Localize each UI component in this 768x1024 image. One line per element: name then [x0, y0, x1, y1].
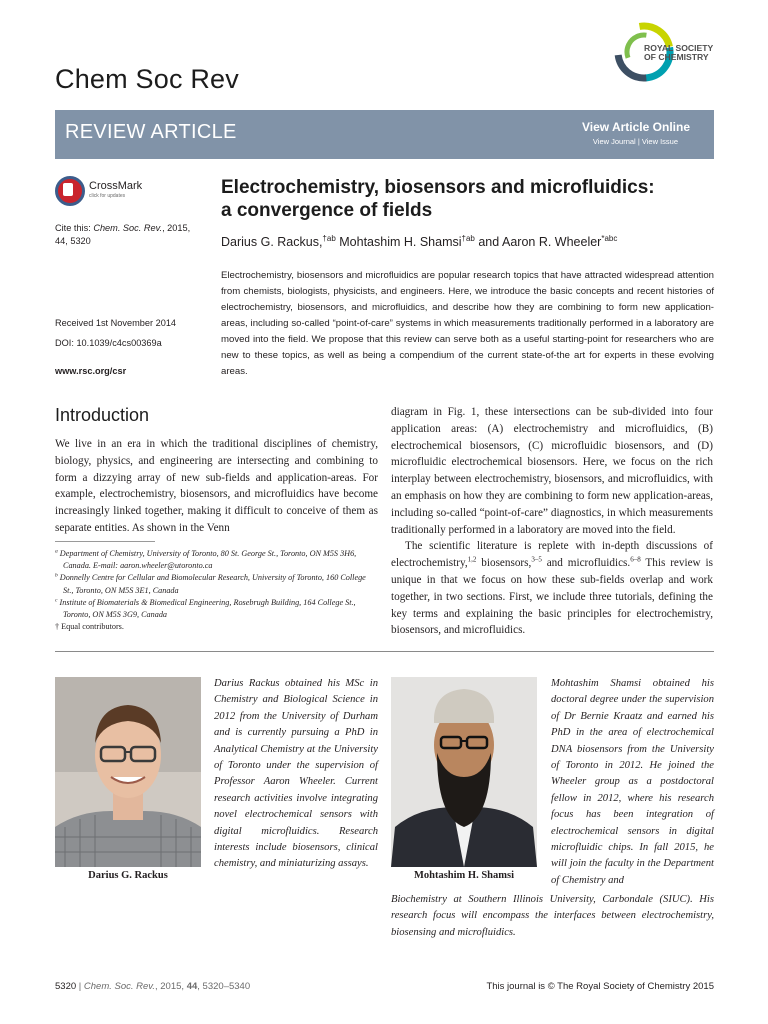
body-paragraph: diagram in Fig. 1, these intersections can be sub-divided into four application areas: (A) electrochemistry and microfluidics, (B) electrochemical biosensors, (C) microfluidic biosensors, and (D) microfluidic electrochemical biosensors. Here, we focus on the rich interplay between electrochemistry, biosensors, and microfluidics, with an emphasis on how they are combining to form new application-areas, including so-called “point-of-care” diagnostics, in which measurements traditionally performed in a laboratory are moved into the field.: [391, 406, 713, 536]
footnote-text: Donnelly Centre for Cellular and Biomolecular Research, University of Toronto, 160 College St., Toronto, ON M5S 3E1, Canada: [57, 573, 366, 595]
author-photo-rackus: [55, 677, 201, 867]
footnotes: [55, 548, 378, 633]
author-name: and Aaron R. Wheeler: [474, 235, 602, 249]
view-journal-link[interactable]: View Journal: [592, 137, 636, 146]
photo-caption: Darius G. Rackus: [88, 870, 168, 881]
citation-info: [55, 222, 195, 248]
footer-pages: , 5320–5340: [197, 981, 251, 992]
reference-mark[interactable]: 6–8: [630, 555, 641, 564]
journal-website-link[interactable]: www.rsc.org/csr: [55, 366, 127, 376]
author-name: Mohtashim H. Shamsi: [335, 235, 462, 249]
footnote-text: Department of Chemistry, University of Toronto, 80 St. George St., Toronto, ON M5S 3H6, Canada. E-mail: aaron.wheeler@utoronto.ca: [57, 549, 357, 571]
author-affiliation-mark: †ab: [322, 233, 336, 243]
footnote-mark: b: [55, 572, 58, 579]
body-paragraph: We live in an era in which the traditional disciplines of chemistry, biology, physics, and engineering are intersecting and combining to form a dizzying array of new sub-fields and application-areas. For example, electrochemistry, biosensors, and microfluidics have become increasingly linked together, making it difficult to conceive of them as separate entities. As shown in the Venn: [55, 438, 378, 534]
photo-caption: Mohtashim H. Shamsi: [413, 870, 515, 881]
footnote-item: [55, 597, 378, 621]
author-bio-shamsi: Mohtashim Shamsi obtained his doctoral degree under the supervision of Dr Bernie Kraatz and earned his PhD in the area of electrochemical DNA biosensors from the University of Toronto in 2012. He joined the Wheeler group as a postdoctoral fellow in 2012, where his research focus has been integration of electrochemical sensors in digital microfluidic chips. In fall 2015, he will join the faculty in the Department of Chemistry and: [551, 678, 714, 886]
footnote-divider: [55, 541, 155, 542]
page-number: 5320: [55, 981, 77, 992]
footnote-item: [55, 621, 378, 633]
footnote-item: [55, 548, 378, 572]
author-list: [221, 235, 617, 249]
author-bio-rackus: Darius Rackus obtained his MSc in Chemistry and Biological Science in 2012 from the University of Durham and is currently pursuing a PhD in Analytical Chemistry at the University of Toronto under the supervision of Professor Aaron Wheeler. Current research activities involve integrating novel electrochemical sensors with digital microfluidics. Research interests include biosensors, clinical chemistry, and miniaturizing assays.: [214, 678, 378, 870]
section-heading-introduction: Introduction: [55, 405, 150, 425]
cite-journal: Chem. Soc. Rev.: [93, 223, 163, 233]
footnote-mark: †: [55, 622, 60, 632]
reference-mark[interactable]: 3–5: [531, 555, 542, 564]
abstract: Electrochemistry, biosensors and microfluidics are popular research topics that have attracted widespread attention from chemists, biologists, physicists, and engineers. Here, we introduce the basic concepts and recent histories of electrochemistry, biosensors, and microfluidics, and describe how they are combining to form new application-areas, including so-called “point-of-care” systems in which measurements traditionally performed in a laboratory are moved into the field. We propose that this review can serve both as a useful starting-point for researchers who are new to these topics, as well as being a compendium of the current state-of-the art for experts in these evolving areas.: [221, 270, 714, 377]
received-date: Received 1st November 2014: [55, 318, 177, 328]
publisher-line-1: ROYAL SOCIETY: [644, 43, 714, 53]
link-separator: |: [637, 137, 640, 146]
footer-year: , 2015,: [155, 981, 187, 992]
footnote-text: Institute of Biomaterials & Biomedical Engineering, Rosebrugh Building, 164 College St., Toronto, ON M5S 3G9, Canada: [57, 597, 356, 620]
title-line-2: a convergence of fields: [221, 200, 433, 221]
footer-journal: Chem. Soc. Rev.: [83, 981, 155, 992]
reference-mark[interactable]: 1,2: [467, 555, 477, 564]
body-paragraph: [391, 538, 713, 639]
author-photo-shamsi: [391, 677, 537, 867]
footnote-item: [55, 572, 378, 596]
para-text: The scientific literature is replete with in-depth discussions of electrochemistry,: [391, 540, 713, 570]
footer-volume: 44: [186, 981, 198, 992]
right-column: [391, 404, 713, 639]
crossmark-label: CrossMark: [89, 180, 143, 192]
crossmark-badge[interactable]: [55, 176, 175, 208]
footnote-text: Equal contributors.: [59, 622, 124, 632]
journal-issue-links: [593, 137, 678, 146]
author-affiliation-mark: *abc: [601, 233, 618, 243]
publisher-line-2: OF CHEMISTRY: [644, 52, 709, 62]
para-text: and microfluidics.: [541, 557, 631, 570]
author-bio-shamsi-continued: Biochemistry at Southern Illinois University, Carbondale (SIUC). His research focus will encompass the interfaces between electrochemistry, biosensing and microfluidics.: [391, 894, 714, 938]
para-text: This review is unique in that we focus on how these sub-fields overlap and work together, in two sections. First, we include three tutorials, defining the key terms and explaining the basic principles for electrochemistry, biosensors, and microfluidics.: [391, 557, 713, 637]
title-line-1: Electrochemistry, biosensors and microfluidics:: [221, 177, 655, 198]
author-affiliation-mark: †ab: [461, 233, 475, 243]
cite-prefix: Cite this:: [55, 223, 91, 233]
cite-volume: 44: [55, 236, 66, 246]
para-text: biosensors,: [476, 557, 532, 570]
crossmark-bookmark-icon: [63, 183, 73, 196]
article-type-label: REVIEW ARTICLE: [65, 121, 237, 143]
footer-separator: |: [76, 981, 84, 992]
article-type-band: [55, 110, 714, 159]
view-issue-link[interactable]: View Issue: [641, 137, 678, 146]
cite-year: , 2015,: [162, 223, 191, 233]
journal-title: Chem Soc Rev: [55, 64, 239, 94]
doi[interactable]: DOI: 10.1039/c4cs00369a: [55, 338, 162, 348]
footer-citation: [55, 981, 250, 992]
bio-divider: [55, 651, 714, 652]
view-article-online-link[interactable]: View Article Online: [581, 120, 690, 134]
publisher-name: [644, 44, 713, 62]
crossmark-sublabel: click for updates: [89, 193, 126, 199]
footer-copyright: This journal is © The Royal Society of Chemistry 2015: [486, 981, 714, 992]
footnote-mark: c: [55, 597, 58, 604]
cite-pages: , 5320: [65, 236, 91, 246]
footnote-mark: a: [55, 548, 58, 555]
article-title: [221, 176, 701, 222]
author-name: Darius G. Rackus,: [221, 235, 323, 249]
